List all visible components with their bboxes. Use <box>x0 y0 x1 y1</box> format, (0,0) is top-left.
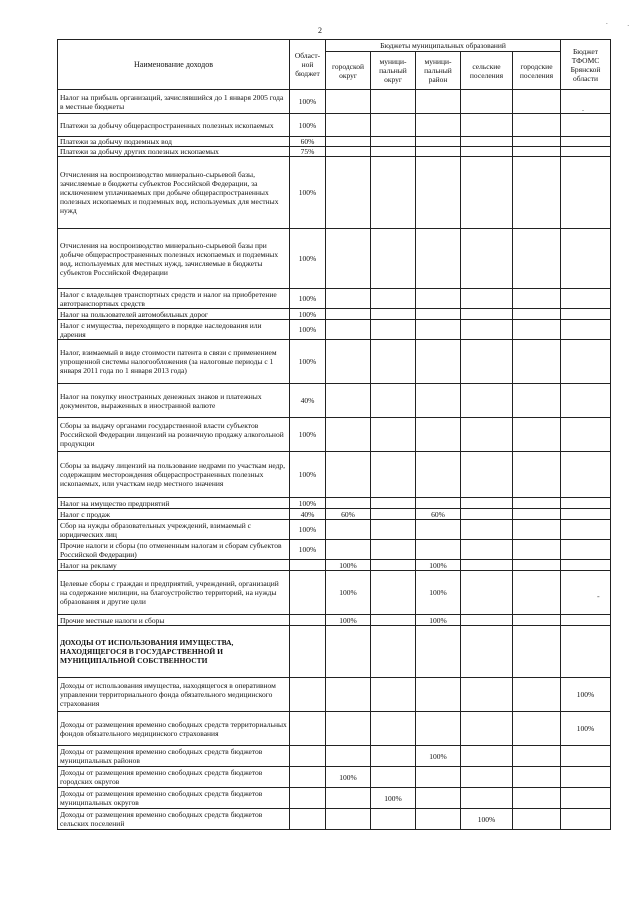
row-share-co <box>326 678 371 712</box>
row-share-sp <box>461 498 513 509</box>
row-share-tf <box>561 289 611 309</box>
row-share-co <box>326 384 371 418</box>
row-share-co: 100% <box>326 560 371 571</box>
row-revenue-name: Налог с продаж <box>58 509 290 520</box>
table-row <box>58 560 611 571</box>
row-share-co <box>326 788 371 809</box>
row-share-tf: 100% <box>561 712 611 746</box>
row-share-co: 100% <box>326 571 371 615</box>
row-share-mo <box>371 289 416 309</box>
section-empty-cell <box>561 626 611 678</box>
row-share-tf <box>561 509 611 520</box>
table-row <box>58 540 611 560</box>
scan-mark: - <box>597 592 600 601</box>
row-share-mo <box>371 452 416 498</box>
row-share-tf <box>561 157 611 229</box>
table-row <box>58 452 611 498</box>
row-share-sp <box>461 309 513 320</box>
row-revenue-name: Налог с владельцев транспортных средств и налог на приобретение автотранспортных средств <box>58 289 290 309</box>
row-share-sp <box>461 137 513 147</box>
row-share-co <box>326 452 371 498</box>
row-revenue-name: Доходы от использования имущества, находящегося в оперативном управлении территориального фонда обязательного медицинского страхования <box>58 678 290 712</box>
table-row <box>58 509 611 520</box>
row-share-sp <box>461 767 513 788</box>
table-row <box>58 114 611 137</box>
section-empty-cell <box>513 626 561 678</box>
section-title: ДОХОДЫ ОТ ИСПОЛЬЗОВАНИЯ ИМУЩЕСТВА, НАХОДЯЩЕГОСЯ В ГОСУДАРСТВЕННОЙ И МУНИЦИПАЛЬНОЙ СОБСТВЕННОСТИ <box>58 626 290 678</box>
row-share-tf <box>561 340 611 384</box>
row-share-mo <box>371 678 416 712</box>
row-share-mr <box>416 320 461 340</box>
row-share-mr <box>416 229 461 289</box>
row-share-co <box>326 498 371 509</box>
row-share-mo <box>371 90 416 114</box>
row-share-reg <box>290 678 326 712</box>
row-share-reg: 100% <box>290 157 326 229</box>
row-share-gp <box>513 560 561 571</box>
row-share-co <box>326 809 371 830</box>
row-share-gp <box>513 229 561 289</box>
row-revenue-name: Налог на пользователей автомобильных дорог <box>58 309 290 320</box>
scan-mark: . <box>582 104 584 113</box>
table-row <box>58 340 611 384</box>
row-revenue-name: Налог с имущества, переходящего в порядке наследования или дарения <box>58 320 290 340</box>
table-row <box>58 289 611 309</box>
row-share-reg <box>290 767 326 788</box>
header-regional: Област- ной бюджет <box>290 40 326 90</box>
row-share-tf: 100% <box>561 678 611 712</box>
row-share-tf <box>561 767 611 788</box>
row-share-mo <box>371 712 416 746</box>
row-share-sp <box>461 571 513 615</box>
row-share-mr <box>416 384 461 418</box>
row-revenue-name: Платежи за добычу общераспространенных полезных ископаемых <box>58 114 290 137</box>
row-share-tf <box>561 498 611 509</box>
row-share-co <box>326 229 371 289</box>
row-share-tf <box>561 320 611 340</box>
table-row <box>58 809 611 830</box>
row-share-reg: 100% <box>290 520 326 540</box>
row-share-gp <box>513 340 561 384</box>
row-share-sp <box>461 320 513 340</box>
row-share-mr: 60% <box>416 509 461 520</box>
row-share-co <box>326 320 371 340</box>
row-share-co <box>326 90 371 114</box>
row-share-gp <box>513 418 561 452</box>
row-share-reg <box>290 571 326 615</box>
header-rural: сельские поселения <box>461 52 513 90</box>
row-share-mr <box>416 452 461 498</box>
row-share-tf <box>561 809 611 830</box>
row-share-gp <box>513 90 561 114</box>
row-share-co: 100% <box>326 615 371 626</box>
row-share-mo <box>371 418 416 452</box>
row-revenue-name: Платежи за добычу других полезных ископаемых <box>58 147 290 157</box>
table-row <box>58 571 611 615</box>
row-share-mr: 100% <box>416 746 461 767</box>
row-share-gp <box>513 767 561 788</box>
row-share-co <box>326 309 371 320</box>
row-share-gp <box>513 712 561 746</box>
row-share-mr <box>416 767 461 788</box>
table-row <box>58 418 611 452</box>
row-share-sp <box>461 114 513 137</box>
row-share-mr: 100% <box>416 615 461 626</box>
row-share-gp <box>513 137 561 147</box>
row-share-co <box>326 540 371 560</box>
table-row <box>58 157 611 229</box>
table-row <box>58 712 611 746</box>
row-revenue-name: Прочие налоги и сборы (по отмененным налогам и сборам субъектов Российской Федерации) <box>58 540 290 560</box>
row-share-tf <box>561 418 611 452</box>
row-share-mo <box>371 320 416 340</box>
row-share-gp <box>513 289 561 309</box>
row-share-co <box>326 137 371 147</box>
row-revenue-name: Налог на покупку иностранных денежных знаков и платежных документов, выраженных в иностранной валюте <box>58 384 290 418</box>
row-share-co <box>326 340 371 384</box>
row-share-mo <box>371 767 416 788</box>
row-share-mr: 100% <box>416 571 461 615</box>
row-revenue-name: Налог на рекламу <box>58 560 290 571</box>
row-share-reg: 100% <box>290 540 326 560</box>
table-row <box>58 615 611 626</box>
row-share-gp <box>513 540 561 560</box>
row-share-mr <box>416 137 461 147</box>
row-share-reg <box>290 746 326 767</box>
row-revenue-name: Сбор на нужды образовательных учреждений, взимаемый с юридических лиц <box>58 520 290 540</box>
table-row <box>58 520 611 540</box>
row-share-gp <box>513 320 561 340</box>
scan-mark: · <box>627 22 630 30</box>
row-share-mo <box>371 809 416 830</box>
row-share-sp <box>461 340 513 384</box>
row-share-mr <box>416 340 461 384</box>
header-municipal-area: муници- пальный район <box>416 52 461 90</box>
row-revenue-name: Отчисления на воспроизводство минерально-сырьевой базы, зачисляемые в бюджеты субъектов Российской Федерации, за исключением уплачиваемых при добыче общераспространенных полезных ископаемых и подземных вод, используемых для местных нужд <box>58 157 290 229</box>
row-share-mr <box>416 289 461 309</box>
table-row <box>58 767 611 788</box>
row-revenue-name: Доходы от размещения временно свободных средств бюджетов сельских поселений <box>58 809 290 830</box>
row-share-sp <box>461 384 513 418</box>
row-share-tf <box>561 615 611 626</box>
revenue-distribution-table <box>57 39 611 830</box>
row-share-mo <box>371 147 416 157</box>
row-share-co <box>326 147 371 157</box>
row-share-mo <box>371 229 416 289</box>
row-share-co <box>326 418 371 452</box>
row-share-mo <box>371 540 416 560</box>
row-revenue-name: Доходы от размещения временно свободных средств бюджетов муниципальных округов <box>58 788 290 809</box>
header-municipal-group: Бюджеты муниципальных образований <box>326 40 561 52</box>
row-share-sp <box>461 520 513 540</box>
section-empty-cell <box>290 626 326 678</box>
row-share-gp <box>513 147 561 157</box>
row-share-gp <box>513 678 561 712</box>
row-share-mr <box>416 712 461 746</box>
row-share-tf <box>561 137 611 147</box>
table-row <box>58 498 611 509</box>
header-tfoms: Бюджет ТФОМС Брянской области <box>561 40 611 90</box>
row-share-tf <box>561 147 611 157</box>
table-row <box>58 788 611 809</box>
row-revenue-name: Доходы от размещения временно свободных средств бюджетов муниципальных районов <box>58 746 290 767</box>
row-share-gp <box>513 114 561 137</box>
table-row <box>58 384 611 418</box>
row-share-tf <box>561 788 611 809</box>
row-share-gp <box>513 452 561 498</box>
scan-mark: . <box>606 18 608 26</box>
row-share-tf <box>561 384 611 418</box>
row-share-mo <box>371 615 416 626</box>
row-share-reg <box>290 712 326 746</box>
row-share-co <box>326 114 371 137</box>
header-urban: городские поселения <box>513 52 561 90</box>
row-share-mo <box>371 571 416 615</box>
row-share-mo <box>371 114 416 137</box>
section-empty-cell <box>371 626 416 678</box>
row-share-reg <box>290 788 326 809</box>
table-row <box>58 309 611 320</box>
row-share-co <box>326 520 371 540</box>
row-share-gp <box>513 509 561 520</box>
row-share-gp <box>513 571 561 615</box>
row-share-mr <box>416 678 461 712</box>
row-share-reg: 100% <box>290 418 326 452</box>
row-share-mr <box>416 157 461 229</box>
row-share-mo <box>371 309 416 320</box>
row-share-tf <box>561 571 611 615</box>
row-share-mo: 100% <box>371 788 416 809</box>
row-share-gp <box>513 809 561 830</box>
row-share-tf <box>561 540 611 560</box>
table-row <box>58 229 611 289</box>
row-share-sp <box>461 418 513 452</box>
row-share-sp: 100% <box>461 809 513 830</box>
row-share-mr: 100% <box>416 560 461 571</box>
row-share-co <box>326 289 371 309</box>
row-share-tf <box>561 229 611 289</box>
row-share-mo <box>371 498 416 509</box>
row-share-reg: 100% <box>290 229 326 289</box>
row-share-gp <box>513 746 561 767</box>
row-share-tf <box>561 520 611 540</box>
row-revenue-name: Сборы за выдачу органами государственной власти субъектов Российской Федерации лицензий на розничную продажу алкогольной продукции <box>58 418 290 452</box>
row-share-mo <box>371 520 416 540</box>
row-revenue-name: Налог на прибыль организаций, зачислявшийся до 1 января 2005 года в местные бюджеты <box>58 90 290 114</box>
row-share-reg: 100% <box>290 320 326 340</box>
row-share-co <box>326 746 371 767</box>
row-share-tf <box>561 452 611 498</box>
header-row <box>58 40 611 52</box>
header-municipal-district: муници- пальный округ <box>371 52 416 90</box>
table-row <box>58 320 611 340</box>
row-share-gp <box>513 788 561 809</box>
row-share-mo <box>371 560 416 571</box>
row-share-tf <box>561 309 611 320</box>
row-share-co <box>326 157 371 229</box>
row-share-gp <box>513 498 561 509</box>
row-share-sp <box>461 788 513 809</box>
row-share-mr <box>416 309 461 320</box>
row-share-sp <box>461 509 513 520</box>
row-share-co: 60% <box>326 509 371 520</box>
table-row <box>58 678 611 712</box>
row-share-mo <box>371 509 416 520</box>
row-share-sp <box>461 229 513 289</box>
row-share-reg: 40% <box>290 509 326 520</box>
row-share-reg <box>290 809 326 830</box>
row-share-gp <box>513 615 561 626</box>
row-share-sp <box>461 289 513 309</box>
row-share-reg: 60% <box>290 137 326 147</box>
table-row <box>58 746 611 767</box>
row-share-tf <box>561 746 611 767</box>
row-share-mr <box>416 540 461 560</box>
table-row <box>58 90 611 114</box>
row-share-reg: 100% <box>290 309 326 320</box>
row-share-sp <box>461 678 513 712</box>
row-share-reg: 100% <box>290 114 326 137</box>
row-share-mr <box>416 788 461 809</box>
row-share-co: 100% <box>326 767 371 788</box>
row-share-mr <box>416 147 461 157</box>
row-share-gp <box>513 157 561 229</box>
section-empty-cell <box>326 626 371 678</box>
row-share-mo <box>371 384 416 418</box>
row-share-gp <box>513 384 561 418</box>
row-share-mo <box>371 137 416 147</box>
row-share-mr <box>416 114 461 137</box>
row-share-mr <box>416 520 461 540</box>
row-share-mo <box>371 340 416 384</box>
row-revenue-name: Целевые сборы с граждан и предприятий, учреждений, организаций на содержание милиции, на благоустройство территорий, на нужды образования и другие цели <box>58 571 290 615</box>
row-share-reg: 75% <box>290 147 326 157</box>
row-share-reg: 40% <box>290 384 326 418</box>
row-share-reg: 100% <box>290 289 326 309</box>
row-revenue-name: Налог на имущество предприятий <box>58 498 290 509</box>
row-share-sp <box>461 540 513 560</box>
row-share-reg: 100% <box>290 340 326 384</box>
row-share-sp <box>461 746 513 767</box>
row-share-mo <box>371 746 416 767</box>
row-revenue-name: Сборы за выдачу лицензий на пользование недрами по участкам недр, содержащим месторождения общераспространенных полезных ископаемых, или участкам недр местного значения <box>58 452 290 498</box>
row-share-tf <box>561 560 611 571</box>
table-row <box>58 137 611 147</box>
row-share-co <box>326 712 371 746</box>
row-share-gp <box>513 309 561 320</box>
row-revenue-name: Доходы от размещения временно свободных средств бюджетов городских округов <box>58 767 290 788</box>
row-share-reg: 100% <box>290 90 326 114</box>
row-share-sp <box>461 157 513 229</box>
row-share-mr <box>416 498 461 509</box>
row-share-mr <box>416 418 461 452</box>
row-share-gp <box>513 520 561 540</box>
row-share-sp <box>461 147 513 157</box>
section-row <box>58 626 611 678</box>
row-share-mr <box>416 90 461 114</box>
section-empty-cell <box>461 626 513 678</box>
row-share-mo <box>371 157 416 229</box>
row-share-reg: 100% <box>290 498 326 509</box>
section-empty-cell <box>416 626 461 678</box>
row-share-sp <box>461 452 513 498</box>
row-share-reg <box>290 615 326 626</box>
row-share-tf <box>561 114 611 137</box>
page-number: 2 <box>318 26 322 35</box>
row-revenue-name: Налог, взимаемый в виде стоимости патента в связи с применением упрощенной системы налогообложения (за налоговые периоды с 1 января 2011 года по 1 января 2013 года) <box>58 340 290 384</box>
row-revenue-name: Платежи за добычу подземных вод <box>58 137 290 147</box>
table-row <box>58 147 611 157</box>
row-share-sp <box>461 560 513 571</box>
row-share-sp <box>461 712 513 746</box>
row-share-sp <box>461 90 513 114</box>
row-share-reg: 100% <box>290 452 326 498</box>
row-revenue-name: Прочие местные налоги и сборы <box>58 615 290 626</box>
row-share-sp <box>461 615 513 626</box>
row-share-tf <box>561 90 611 114</box>
header-city-district: городской округ <box>326 52 371 90</box>
header-name: Наименование доходов <box>58 40 290 90</box>
row-share-reg <box>290 560 326 571</box>
row-share-mr <box>416 809 461 830</box>
row-revenue-name: Отчисления на воспроизводство минерально-сырьевой базы при добыче общераспространенных полезных ископаемых и подземных вод, используемых для местных нужд, зачисляемые в бюджеты субъектов Российской Федерации <box>58 229 290 289</box>
row-revenue-name: Доходы от размещения временно свободных средств территориальных фондов обязательного медицинского страхования <box>58 712 290 746</box>
